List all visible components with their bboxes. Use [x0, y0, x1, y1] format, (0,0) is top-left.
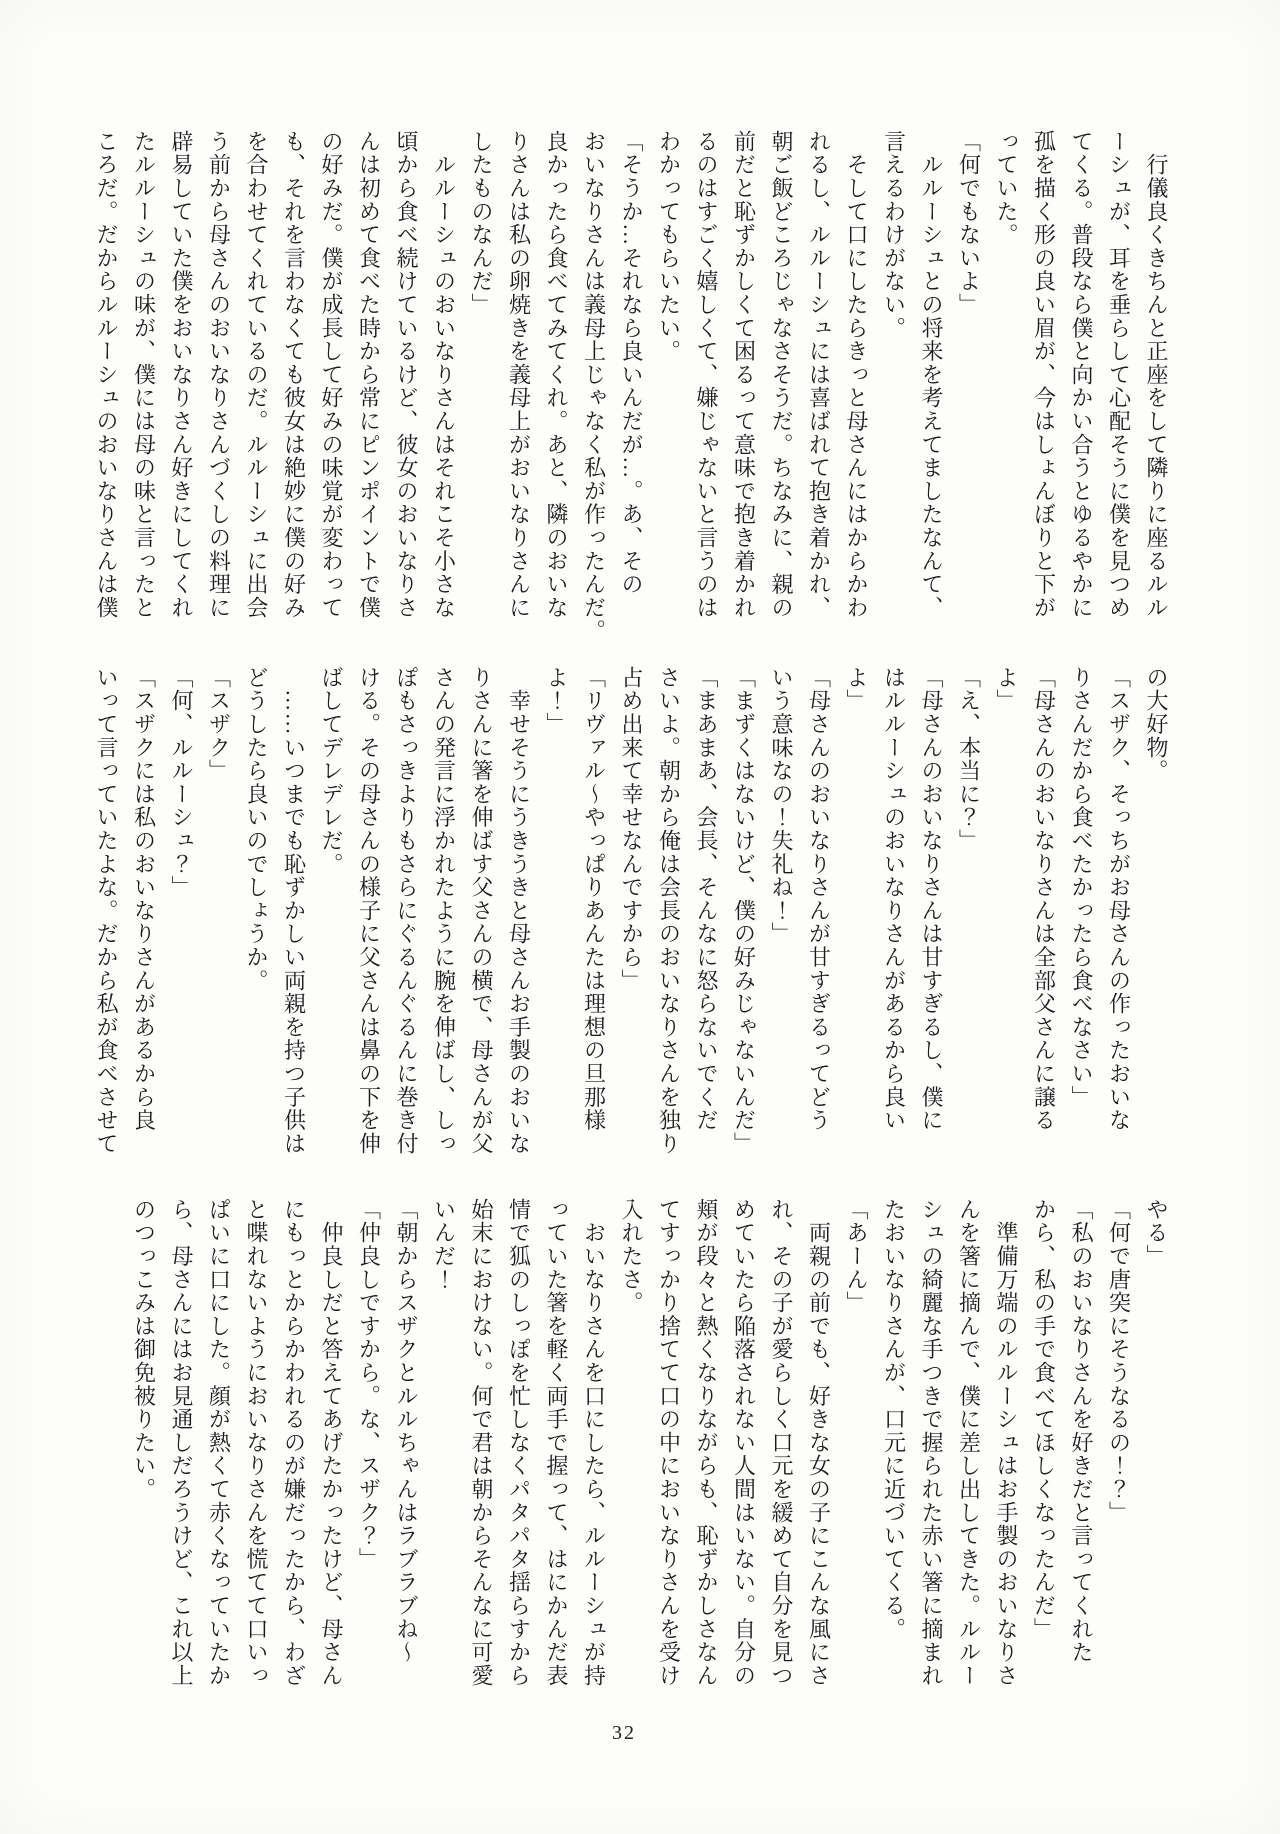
- text-column: 「朝からスザクとルルちゃんはラブラブね～: [394, 1198, 419, 1664]
- text-column: 頃から食べ続けているけど、彼女のおいなりさ: [394, 130, 419, 620]
- text-column: っていた。: [994, 130, 1019, 247]
- text-column: 辟易していた僕をおいなりさん好きにしてくれ: [169, 130, 194, 620]
- text-column: 頬が段々と熱くなりながらも、恥ずかしさなん: [694, 1198, 719, 1688]
- text-column: よ！」: [544, 666, 569, 736]
- text-column: 仲良しだと答えてあげたかったけど、母さん: [319, 1198, 344, 1688]
- text-column: めていたら陥落されない人間はいない。自分の: [731, 1198, 757, 1688]
- text-column: 朝ご飯どころじゃなさそうだ。ちなみに、親の: [769, 130, 794, 620]
- text-column: ルルーシュのおいなりさんはそれこそ小さな: [431, 130, 457, 620]
- text-column: りさんだから食べたかったら食べなさい」: [1069, 666, 1094, 1109]
- text-column: るのはすごく嬉しくて、嫌じゃないと言うのは: [694, 130, 719, 620]
- text-column: の大好物。: [1144, 666, 1169, 783]
- text-column: したものなんだ」: [469, 130, 494, 317]
- text-column: りさんに箸を伸ばす父さんの横で、母さんが父: [469, 666, 494, 1156]
- text-column: 「母さんのおいなりさんは甘すぎるし、僕に: [919, 666, 944, 1132]
- text-column: 「母さんのおいなりさんが甘すぎるってどう: [806, 666, 832, 1132]
- text-column: ……いつまでも恥ずかしい両親を持つ子供は: [281, 666, 307, 1156]
- text-column: 前だと恥ずかしくて困るって意味で抱き着かれ: [731, 130, 757, 620]
- text-column: ぱいに口にした。顔が熱くて赤くなっていたか: [206, 1198, 232, 1688]
- text-column: 「母さんのおいなりさんは全部父さんに譲る: [1031, 666, 1057, 1132]
- text-column: よ」: [844, 666, 869, 713]
- text-column: わかってもらいたい。: [656, 130, 682, 363]
- text-column: 「スザク」: [206, 666, 232, 783]
- text-column: ぽもさっきよりもさらにぐるんぐるんに巻き付: [394, 666, 419, 1156]
- text-column: いって言っていたよな。だから私が食べさせて: [94, 666, 119, 1156]
- text-column: ら、母さんにはお見通しだろうけど、これ以上: [169, 1198, 194, 1688]
- text-column: んは初めて食べた時から常にピンポイントで僕: [356, 130, 382, 620]
- text-column: から、私の手で食べてほしくなったんだ」: [1031, 1198, 1057, 1641]
- text-column: 「スザクには私のおいなりさんがあるから良: [131, 666, 157, 1132]
- text-column: 良かったら食べてみてくれ。あと、隣のおいな: [544, 130, 569, 620]
- text-column: 始末におけない。何で君は朝からそんなに可愛: [469, 1198, 494, 1688]
- text-column: 「仲良しですから。な、スザク？」: [356, 1198, 382, 1571]
- text-column: 「あーん」: [844, 1198, 869, 1315]
- text-column: 準備万端のルルーシュはお手製のおいなりさ: [994, 1198, 1019, 1688]
- text-column: 両親の前でも、好きな女の子にこんな風にさ: [806, 1198, 832, 1688]
- text-column: にもっとからかわれるのが嫌だったから、わざ: [281, 1198, 307, 1688]
- text-column: 「何、ルルーシュ？」: [169, 666, 194, 899]
- text-column: 言えるわけがない。: [881, 130, 907, 340]
- text-column: たおいなりさんが、口元に近づいてくる。: [881, 1198, 907, 1641]
- text-column: さんの発言に浮かれたように腕を伸ばし、しっ: [431, 666, 457, 1156]
- text-column: てくる。普段なら僕と向かい合うとゆるやかに: [1069, 130, 1094, 620]
- text-column: っていた箸を軽く両手で握って、はにかんだ表: [544, 1198, 569, 1688]
- text-column: ける。その母さんの様子に父さんは鼻の下を伸: [356, 666, 382, 1156]
- text-column: 情で狐のしっぽを忙しなくパタパタ揺らすから: [506, 1198, 532, 1688]
- text-column: おいなりさんを口にしたら、ルルーシュが持: [581, 1198, 607, 1688]
- text-column: ころだ。だからルルーシュのおいなりさんは僕: [94, 130, 119, 620]
- text-column: 「スザク、そっちがお母さんの作ったおいな: [1106, 666, 1132, 1132]
- text-column: 「え、本当に？」: [956, 666, 982, 853]
- text-column: いう意味なの！失礼ね！」: [769, 666, 794, 946]
- text-column: やる」: [1144, 1198, 1169, 1268]
- text-column: おいなりさんは義母上じゃなく私が作ったんだ。: [581, 130, 607, 643]
- text-column: れ、その子が愛らしく口元を緩めて自分を見つ: [769, 1198, 794, 1688]
- text-column: どうしたら良いのでしょうか。: [244, 666, 269, 993]
- text-column: を合わせてくれているのだ。ルルーシュに出会: [244, 130, 269, 620]
- text-column: たルルーシュの味が、僕には母の味と言ったと: [131, 130, 157, 620]
- text-column: よ」: [994, 666, 1019, 713]
- text-column: 「まあまあ、会長、そんなに怒らないでくだ: [694, 666, 719, 1132]
- text-column: シュの綺麗な手つきで握られた赤い箸に摘まれ: [919, 1198, 944, 1688]
- text-column: のつっこみは御免被りたい。: [131, 1198, 157, 1501]
- text-column: と喋れないようにおいなりさんを慌てて口いっ: [244, 1198, 269, 1688]
- text-column: はルルーシュのおいなりさんがあるから良い: [881, 666, 907, 1132]
- text-column: ーシュが、耳を垂らして心配そうに僕を見つめ: [1106, 130, 1132, 620]
- text-column: 「リヴァル～やっぱりあんたは理想の旦那様: [581, 666, 607, 1132]
- text-column: の好みだ。僕が成長して好みの味覚が変わって: [319, 130, 344, 620]
- text-column: 行儀良くきちんと正座をして隣りに座るルル: [1144, 130, 1169, 620]
- text-column: も、それを言わなくても彼女は絶妙に僕の好み: [281, 130, 307, 620]
- text-column: りさんは私の卵焼きを義母上がおいなりさんに: [506, 130, 532, 620]
- text-column: ルルーシュとの将来を考えてましたなんて、: [919, 130, 944, 620]
- text-column: そして口にしたらきっと母さんにはからかわ: [844, 130, 869, 620]
- text-column: 「そうか…それなら良いんだが…。あ、その: [619, 130, 644, 596]
- text-column: 「何で唐突にそうなるの！？」: [1106, 1198, 1132, 1525]
- text-column: 「まずくはないけど、僕の好みじゃないんだ」: [731, 666, 757, 1156]
- text-column: 孤を描く形の良い眉が、今はしょんぼりと下が: [1031, 130, 1057, 620]
- text-column: 「私のおいなりさんを好きだと言ってくれた: [1069, 1198, 1094, 1664]
- text-column: う前から母さんのおいなりさんづくしの料理に: [206, 130, 232, 620]
- text-column: てすっかり捨てて口の中においなりさんを受け: [656, 1198, 682, 1688]
- text-column: 幸せそうにうきうきと母さんお手製のおいな: [506, 666, 532, 1156]
- text-band-middle: [88, 666, 1176, 1184]
- page-number: 32: [612, 1722, 636, 1744]
- text-column: 「何でもないよ」: [956, 130, 982, 317]
- text-column: ばしてデレデレだ。: [319, 666, 344, 876]
- text-column: れるし、ルルーシュには喜ばれて抱き着かれ、: [806, 130, 832, 620]
- text-column: さいよ。朝から俺は会長のおいなりさんを独り: [656, 666, 682, 1156]
- text-column: いんだ！: [431, 1198, 457, 1292]
- text-column: 入れたさ。: [619, 1198, 644, 1315]
- text-column: 占め出来て幸せなんですから」: [619, 666, 644, 993]
- text-band-bottom: [125, 1198, 1175, 1716]
- text-column: んを箸に摘んで、僕に差し出してきた。ルルー: [956, 1198, 982, 1688]
- text-band-top: [88, 130, 1176, 648]
